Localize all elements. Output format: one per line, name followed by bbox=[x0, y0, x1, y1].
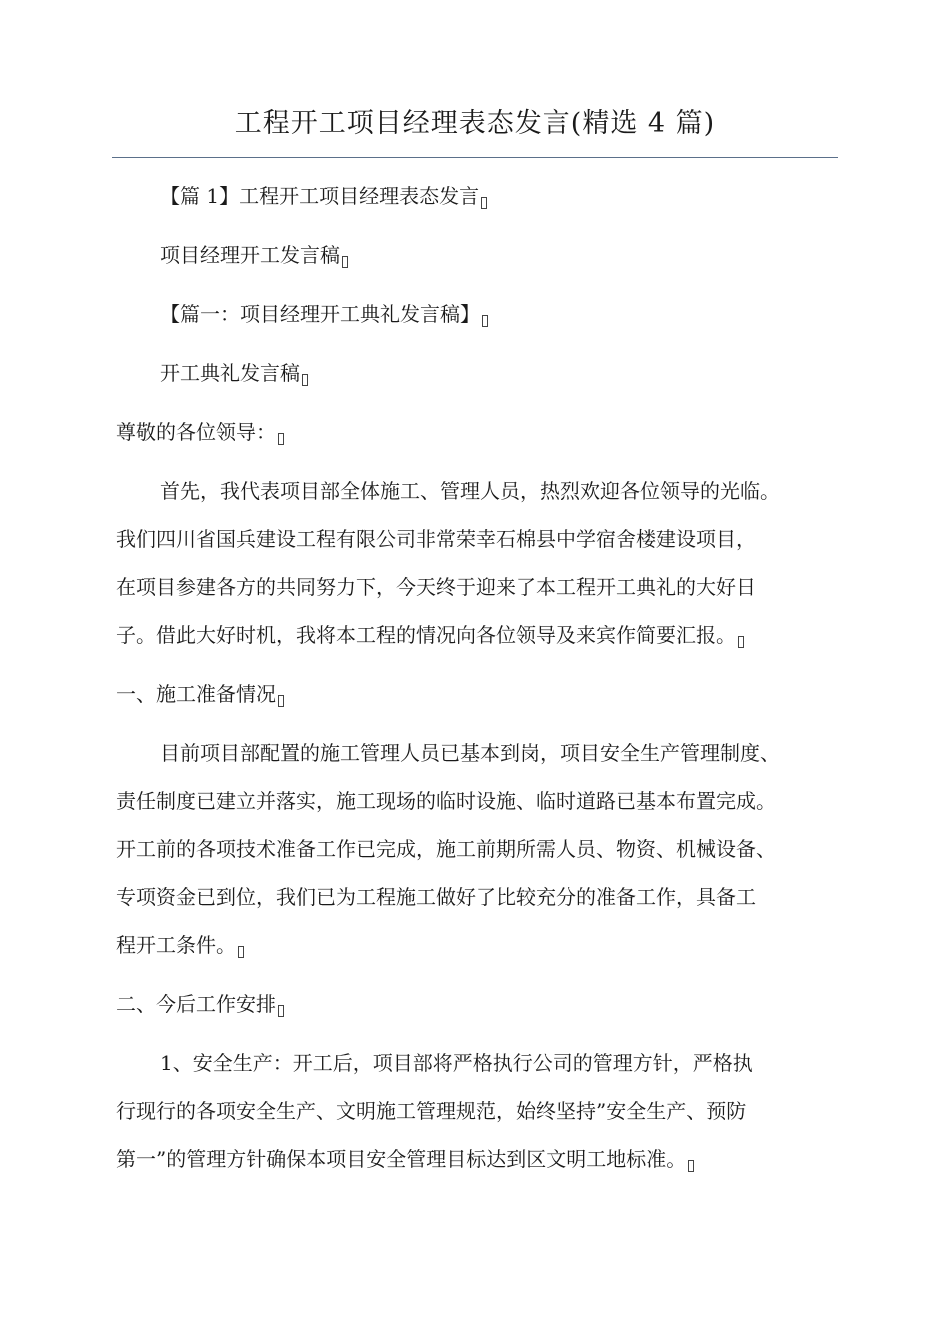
heading-speech-draft bbox=[116, 231, 846, 279]
heading-article-1-text: 【篇 1】工程开工项目经理表态发言 bbox=[160, 184, 480, 208]
paragraph-mark-icon bbox=[688, 1160, 694, 1172]
paragraph-mark-icon bbox=[238, 946, 244, 958]
paragraph-safety-line: 1、安全生产：开工后，项目部将严格执行公司的管理方针，严格执 bbox=[160, 1051, 753, 1075]
paragraph-intro-line: 在项目参建各方的共同努力下，今天终于迎来了本工程开工典礼的大好日 bbox=[116, 575, 756, 599]
paragraph-mark-icon bbox=[278, 1005, 284, 1017]
paragraph-mark-icon bbox=[342, 256, 348, 268]
heading-speech-draft-text: 项目经理开工发言稿 bbox=[160, 243, 340, 267]
title-divider bbox=[112, 157, 838, 158]
section-heading-preparation bbox=[116, 670, 846, 718]
heading-article-one-text: 【篇一：项目经理开工典礼发言稿】 bbox=[160, 302, 480, 326]
paragraph-intro-line: 首先，我代表项目部全体施工、管理人员，热烈欢迎各位领导的光临。 bbox=[160, 479, 780, 503]
paragraph-mark-icon bbox=[738, 636, 744, 648]
paragraph-preparation-line: 程开工条件。 bbox=[116, 933, 236, 957]
section-heading-preparation-text: 一、施工准备情况 bbox=[116, 682, 276, 706]
paragraph-preparation-line: 目前项目部配置的施工管理人员已基本到岗，项目安全生产管理制度、 bbox=[160, 741, 780, 765]
paragraph-safety bbox=[116, 1039, 846, 1183]
section-heading-future-work bbox=[116, 980, 846, 1028]
heading-article-one bbox=[116, 290, 846, 338]
paragraph-safety-line: 第一”的管理方针确保本项目安全管理目标达到区文明工地标准。 bbox=[116, 1147, 687, 1171]
paragraph-intro bbox=[116, 467, 846, 659]
paragraph-preparation bbox=[116, 729, 846, 969]
paragraph-mark-icon bbox=[278, 433, 284, 445]
paragraph-intro-line: 子。借此大好时机，我将本工程的情况向各位领导及来宾作简要汇报。 bbox=[116, 623, 736, 647]
paragraph-preparation-line: 开工前的各项技术准备工作已完成，施工前期所需人员、物资、机械设备、 bbox=[116, 837, 776, 861]
heading-ceremony-speech bbox=[116, 349, 846, 397]
paragraph-safety-line: 行现行的各项安全生产、文明施工管理规范，始终坚持”安全生产、预防 bbox=[116, 1099, 747, 1123]
paragraph-mark-icon bbox=[302, 374, 308, 386]
paragraph-preparation-line: 责任制度已建立并落实，施工现场的临时设施、临时道路已基本布置完成。 bbox=[116, 789, 776, 813]
paragraph-mark-icon bbox=[278, 695, 284, 707]
salutation bbox=[116, 408, 846, 456]
paragraph-intro-line: 我们四川省国兵建设工程有限公司非常荣幸石棉县中学宿舍楼建设项目， bbox=[116, 527, 756, 551]
heading-ceremony-speech-text: 开工典礼发言稿 bbox=[160, 361, 300, 385]
paragraph-mark-icon bbox=[481, 197, 487, 209]
paragraph-preparation-line: 专项资金已到位，我们已为工程施工做好了比较充分的准备工作，具备工 bbox=[116, 885, 756, 909]
section-heading-future-work-text: 二、今后工作安排 bbox=[116, 992, 276, 1016]
heading-article-1 bbox=[116, 172, 846, 220]
salutation-text: 尊敬的各位领导： bbox=[116, 420, 276, 444]
document-body bbox=[116, 172, 846, 1194]
document-title: 工程开工项目经理表态发言(精选 4 篇) bbox=[234, 108, 716, 139]
paragraph-mark-icon bbox=[482, 315, 488, 327]
